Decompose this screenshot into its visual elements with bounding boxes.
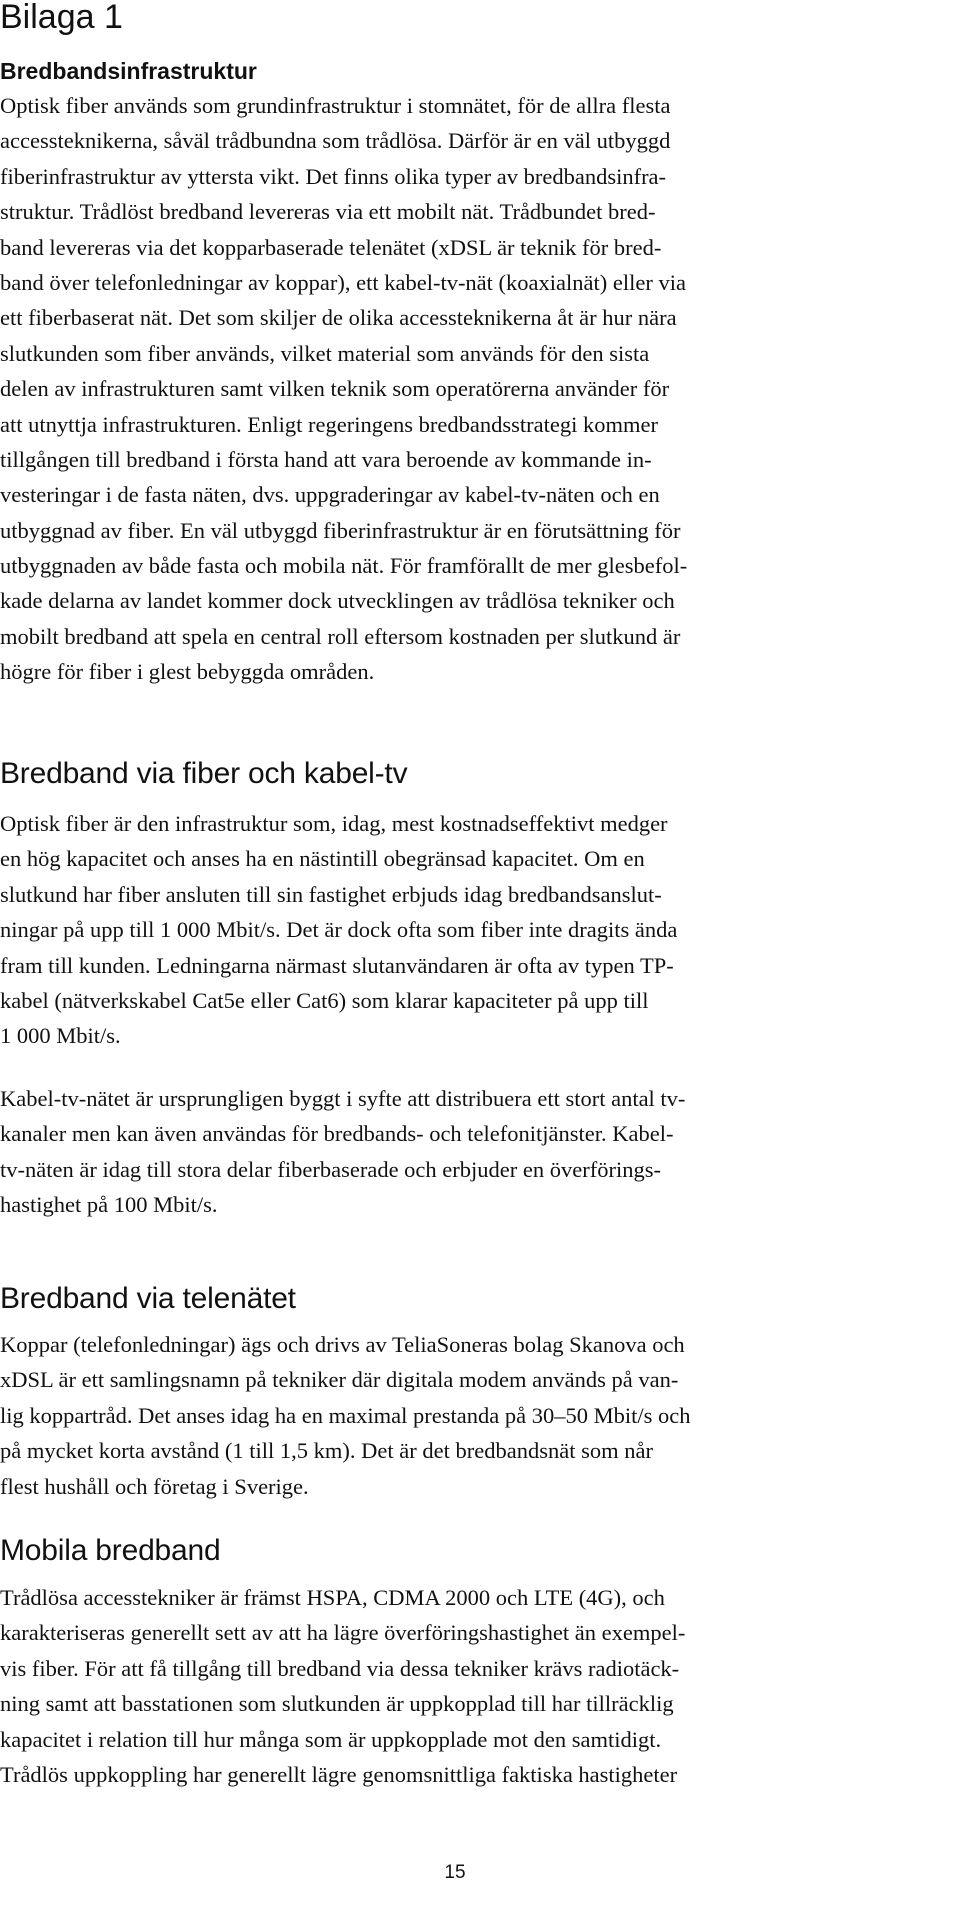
- paragraph-mobila-bredband: [0, 1580, 950, 1792]
- document-title: Bilaga 1: [0, 0, 123, 36]
- text-line: kapacitet i relation till hur många som är uppkopplade mot den samtidigt.: [0, 1726, 662, 1752]
- text-line: slutkunden som fiber används, vilket material som används för den sista: [0, 340, 650, 366]
- text-line: Optisk fiber används som grundinfrastruktur i stomnätet, för de allra flesta: [0, 93, 671, 118]
- text-line: utbyggnad av fiber. En väl utbyggd fiberinfrastruktur är en förutsättning för: [0, 517, 681, 543]
- text-line: lig koppartråd. Det anses idag ha en maximal prestanda på 30–50 Mbit/s och: [0, 1402, 691, 1428]
- text-line: accessteknikerna, såväl trådbundna som trådlösa. Därför är en väl utbyggd: [0, 128, 671, 154]
- text-line: tv-näten är idag till stora delar fiberbaserade och erbjuder en överförings-: [0, 1156, 661, 1182]
- text-line: ett fiberbaserat nät. Det som skiljer de olika accessteknikerna åt är hur nära: [0, 305, 677, 331]
- text-line: flest hushåll och företag i Sverige.: [0, 1473, 309, 1499]
- text-line: högre för fiber i glest bebyggda områden.: [0, 659, 375, 685]
- text-line: Optisk fiber är den infrastruktur som, idag, mest kostnadseffektivt medger: [0, 811, 668, 836]
- text-line: utbyggnaden av både fasta och mobila nät. För framförallt de mer glesbefol-: [0, 553, 688, 579]
- text-line: 1 000 Mbit/s.: [0, 1023, 121, 1049]
- text-line: band över telefonledningar av koppar), ett kabel-tv-nät (koaxialnät) eller via: [0, 269, 686, 295]
- text-line: ningar på upp till 1 000 Mbit/s. Det är dock ofta som fiber inte dragits ända: [0, 917, 678, 943]
- text-line: Trådlösa accesstekniker är främst HSPA, CDMA 2000 och LTE (4G), och: [0, 1585, 665, 1610]
- text-line: på mycket korta avstånd (1 till 1,5 km). Det är det bredbandsnät som når: [0, 1438, 653, 1464]
- text-line: kade delarna av landet kommer dock utvecklingen av trådlösa tekniker och: [0, 588, 675, 614]
- text-line: vis fiber. För att få tillgång till bredband via dessa tekniker krävs radiotäck-: [0, 1655, 680, 1681]
- text-line: Kabel-tv-nätet är ursprungligen byggt i syfte att distribuera ett stort antal tv-: [0, 1086, 686, 1111]
- text-line: karakteriseras generellt sett av att ha lägre överföringshastighet än exempel-: [0, 1620, 686, 1646]
- text-line: en hög kapacitet och anses ha en nästintill obegränsad kapacitet. Om en: [0, 846, 645, 872]
- section-heading-mobila-bredband: Mobila bredband: [0, 1534, 221, 1567]
- text-line: fram till kunden. Ledningarna närmast slutanvändaren är ofta av typen TP-: [0, 952, 674, 978]
- text-line: delen av infrastrukturen samt vilken teknik som operatörerna använder för: [0, 376, 670, 402]
- text-line: kabel (nätverkskabel Cat5e eller Cat6) som klarar kapaciteter på upp till: [0, 987, 649, 1013]
- text-line: mobilt bredband att spela en central roll eftersom kostnaden per slutkund är: [0, 623, 681, 649]
- page-number: 15: [444, 1862, 466, 1883]
- paragraph-telenatet: [0, 1327, 950, 1504]
- text-line: ning samt att basstationen som slutkunden är uppkopplad till har tillräcklig: [0, 1691, 674, 1717]
- paragraph-fiber: [0, 806, 950, 1054]
- section-heading-telenatet: Bredband via telenätet: [0, 1282, 296, 1315]
- paragraph-kabel-tv: [0, 1081, 950, 1223]
- text-line: Trådlös uppkoppling har generellt lägre genomsnittliga faktiska hastigheter: [0, 1761, 678, 1787]
- section-heading-fiber-kabel-tv: Bredband via fiber och kabel-tv: [0, 757, 408, 790]
- text-line: tillgången till bredband i första hand att vara beroende av kommande in-: [0, 446, 652, 472]
- text-line: hastighet på 100 Mbit/s.: [0, 1192, 218, 1218]
- text-line: struktur. Trådlöst bredband levereras via ett mobilt nät. Trådbundet bred-: [0, 199, 656, 225]
- text-line: Koppar (telefonledningar) ägs och drivs av TeliaSoneras bolag Skanova och: [0, 1332, 685, 1357]
- text-line: vesteringar i de fasta näten, dvs. uppgraderingar av kabel-tv-näten och en: [0, 482, 660, 508]
- text-line: kanaler men kan även användas för bredbands- och telefonitjänster. Kabel-: [0, 1121, 674, 1147]
- text-line: band levereras via det kopparbaserade telenätet (xDSL är teknik för bred-: [0, 234, 662, 260]
- section-heading-bredbandsinfrastruktur: Bredbandsinfrastruktur: [0, 58, 257, 84]
- text-line: att utnyttja infrastrukturen. Enligt regeringens bredbandsstrategi kommer: [0, 411, 658, 437]
- text-line: xDSL är ett samlingsnamn på tekniker där digitala modem används på van-: [0, 1367, 679, 1393]
- text-line: fiberinfrastruktur av yttersta vikt. Det finns olika typer av bredbandsinfra-: [0, 163, 667, 189]
- paragraph-bredbandsinfrastruktur: [0, 88, 950, 690]
- text-line: slutkund har fiber ansluten till sin fastighet erbjuds idag bredbandsanslut-: [0, 881, 662, 907]
